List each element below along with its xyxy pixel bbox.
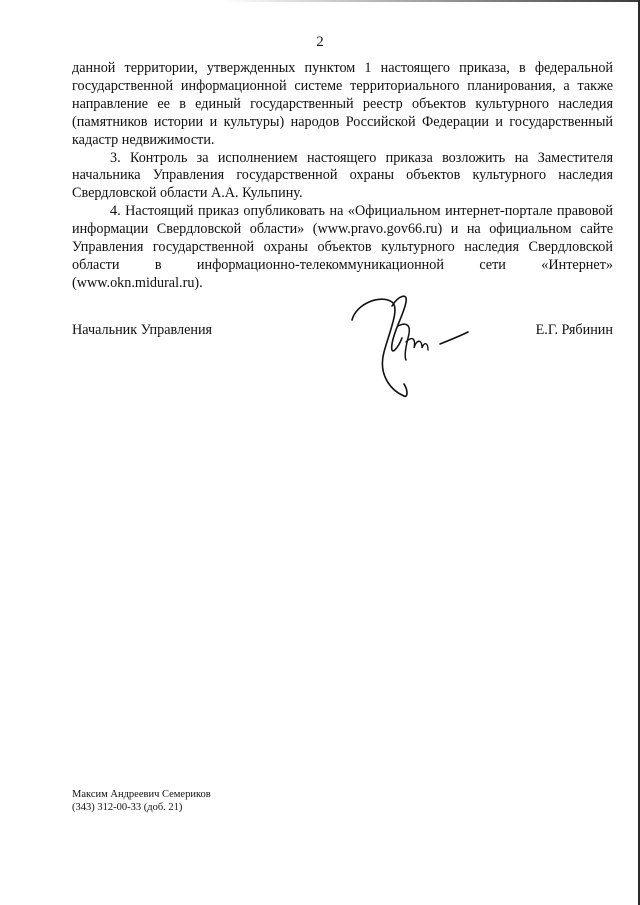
handwritten-signature: [346, 286, 476, 404]
executor-contact: [72, 788, 211, 814]
signature-block: [72, 322, 613, 342]
executor-name: Максим Андреевич Семериков: [72, 789, 211, 800]
scan-top-edge: [0, 0, 640, 2]
paragraph-continuation: данной территории, утвержденных пунктом 1 настоящего приказа, в федеральной государственной информационной системе территориального планирования, а также направление ее в единый государственный реестр объектов культурного наследия (памятников истории и культуры) народов Российской Федерации и государственный кадастр недвижимости.: [72, 60, 613, 148]
signer-name: Е.Г. Рябинин: [535, 322, 613, 338]
page-number: 2: [316, 34, 324, 50]
paragraph-publication-clause: 4. Настоящий приказ опубликовать на «Официальном интернет-портале правовой информации Свердловской области» (www.pravo.gov66.ru) и на официальном сайте Управления государственной охраны объектов культурного наследия Свердловской области в информационно-телекоммуникационной сети «Интернет» (www.okn.midural.ru).: [72, 203, 613, 291]
document-body: [72, 60, 613, 293]
signer-title: Начальник Управления: [72, 322, 213, 338]
executor-phone: (343) 312-00-33 (доб. 21): [72, 802, 183, 813]
paragraph-control-clause: 3. Контроль за исполнением настоящего приказа возложить на Заместителя начальника Управления государственной охраны объектов культурного наследия Свердловской области А.А. Кульпину.: [72, 149, 613, 202]
